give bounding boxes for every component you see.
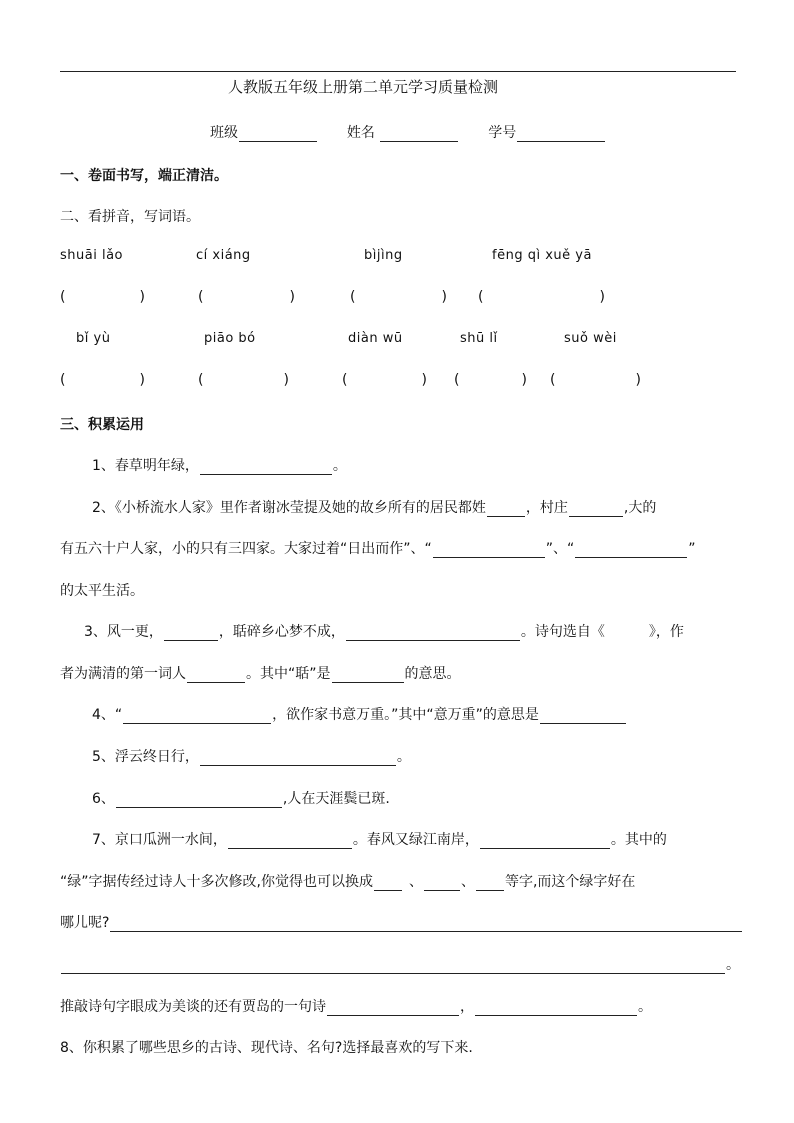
answer-paren[interactable]: ( ) [550, 372, 641, 388]
answer-blank[interactable] [575, 543, 687, 558]
question-1: 1、春草明年绿， 。 [92, 458, 347, 474]
answer-paren[interactable]: ( ) [478, 289, 605, 305]
section-2-heading: 二、看拼音，写词语。 [60, 209, 200, 225]
pinyin-item: shū lǐ [460, 331, 498, 346]
answer-blank[interactable] [540, 709, 626, 724]
question-6: 6、 ,人在天涯鬓已斑. [92, 791, 390, 807]
answer-blank[interactable] [433, 543, 545, 558]
answer-blank[interactable] [475, 1001, 637, 1016]
question-7-cont: “绿”字据传经过诗人十多次修改,你觉得也可以换成 、 、 等字,而这个绿字好在 [60, 874, 636, 890]
question-7-where: 哪儿呢? [60, 912, 743, 932]
student-info [210, 122, 606, 142]
answer-paren[interactable]: ( ) [198, 372, 289, 388]
answer-blank[interactable] [61, 959, 725, 974]
section-3-heading: 三、积累运用 [60, 417, 144, 433]
question-2-end: 的太平生活。 [60, 583, 144, 599]
question-5: 5、浮云终日行， 。 [92, 749, 411, 765]
answer-blank[interactable] [200, 751, 396, 766]
answer-blank[interactable] [569, 502, 623, 517]
question-7-jiadao: 推敲诗句字眼成为美谈的还有贾岛的一句诗 ， 。 [60, 999, 652, 1015]
answer-blank[interactable] [123, 709, 271, 724]
answer-blank[interactable] [476, 876, 504, 891]
class-blank[interactable] [239, 127, 317, 142]
top-rule [60, 71, 736, 72]
pinyin-item: shuāi lǎo [60, 248, 123, 263]
answer-paren[interactable]: ( ) [60, 289, 145, 305]
question-2-cont: 有五六十户人家，小的只有三四家。大家过着“日出而作”、“ ”、“ ” [60, 541, 696, 557]
answer-blank[interactable] [110, 917, 742, 932]
pinyin-item: bǐ yù [76, 331, 111, 346]
answer-blank[interactable] [200, 460, 332, 475]
question-7-answer-line: 。 [60, 954, 740, 974]
question-8: 8、你积累了哪些思乡的古诗、现代诗、名句?选择最喜欢的写下来. [60, 1040, 473, 1056]
question-4: 4、“ ，欲作家书意万重。”其中“意万重”的意思是 [92, 704, 627, 724]
question-7: 7、京口瓜洲一水间， 。春风又绿江南岸， 。其中的 [92, 832, 667, 848]
answer-paren[interactable]: ( ) [198, 289, 295, 305]
question-2: 2、《小桥流水人家》里作者谢冰莹提及她的故乡所有的居民都姓 ，村庄 ,大的 [92, 500, 657, 516]
answer-blank[interactable] [487, 502, 525, 517]
answer-paren[interactable]: ( ) [454, 372, 527, 388]
id-blank[interactable] [517, 127, 605, 142]
question-3: 3、风一更， ，聒碎乡心梦不成， 。诗句选自《 》，作 [84, 624, 684, 640]
question-3-cont: 者为满清的第一词人 。其中“聒”是 的意思。 [60, 666, 461, 682]
pinyin-item: bìjìng [364, 248, 403, 263]
answer-blank[interactable] [374, 876, 402, 891]
name-label: 姓名 [346, 125, 375, 141]
pinyin-item: fēng qì xuě yā [492, 248, 592, 263]
answer-blank[interactable] [424, 876, 460, 891]
answer-blank[interactable] [327, 1001, 459, 1016]
pinyin-item: piāo bó [204, 331, 256, 346]
answer-paren[interactable]: ( ) [60, 372, 145, 388]
name-blank[interactable] [380, 127, 458, 142]
section-1-heading: 一、卷面书写，端正清洁。 [60, 168, 228, 184]
answer-paren[interactable]: ( ) [350, 289, 447, 305]
answer-paren[interactable]: ( ) [342, 372, 427, 388]
answer-blank[interactable] [480, 834, 610, 849]
answer-blank[interactable] [228, 834, 352, 849]
answer-blank[interactable] [187, 668, 245, 683]
pinyin-item: diàn wū [348, 331, 403, 346]
answer-blank[interactable] [332, 668, 404, 683]
id-label: 学号 [488, 125, 517, 141]
answer-blank[interactable] [164, 626, 218, 641]
answer-blank[interactable] [346, 626, 520, 641]
answer-blank[interactable] [116, 793, 282, 808]
pinyin-item: cí xiáng [196, 248, 251, 263]
pinyin-item: suǒ wèi [564, 331, 617, 346]
class-label: 班级 [210, 125, 238, 141]
page-title: 人教版五年级上册第二单元学习质量检测 [228, 78, 499, 96]
